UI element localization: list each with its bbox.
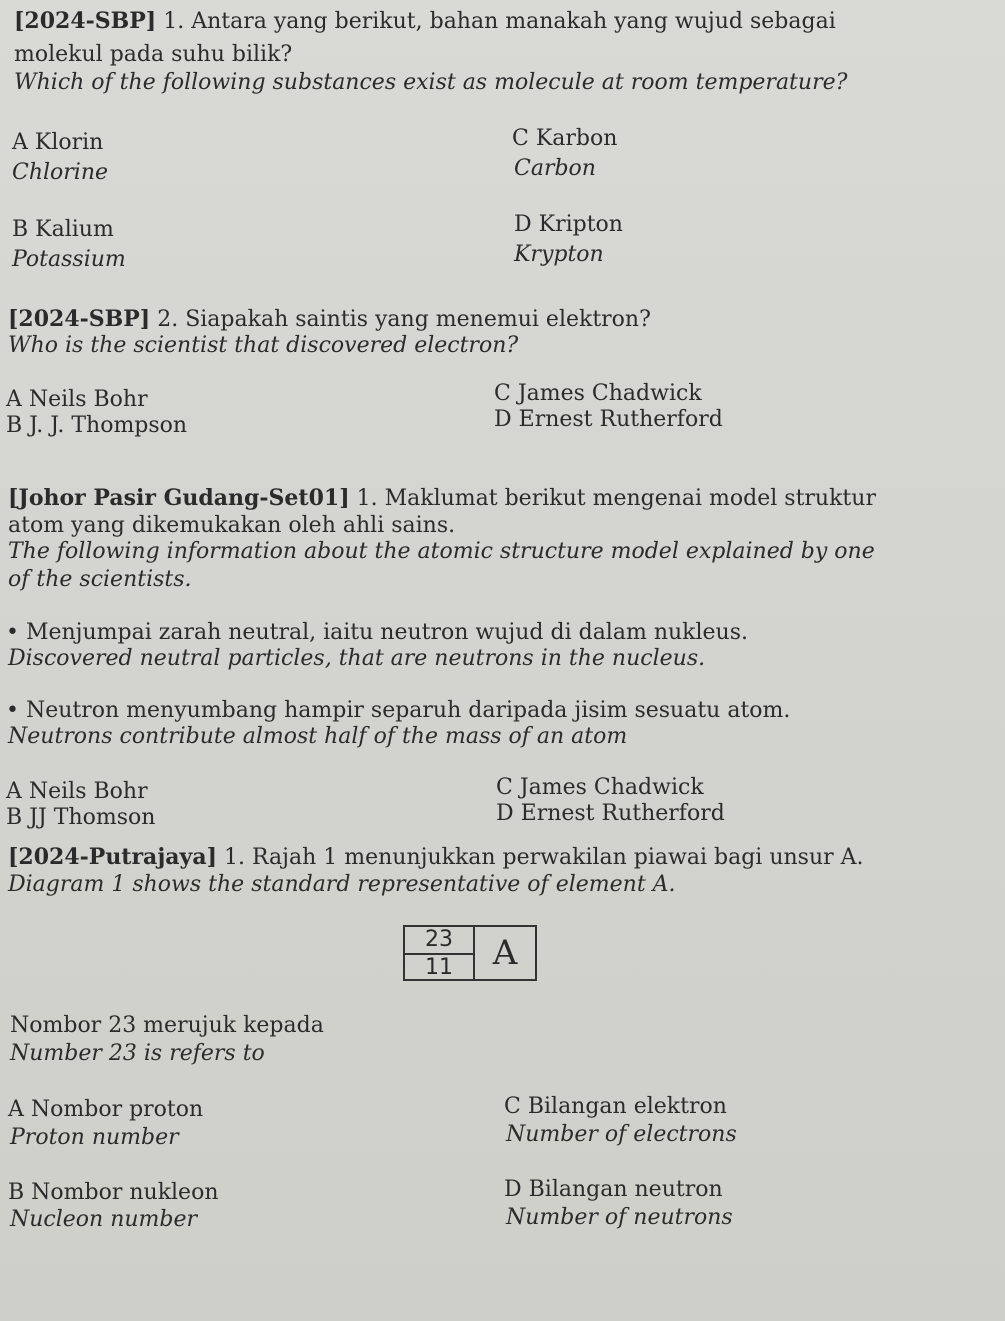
q3-bullet-2-en: Neutrons contribute almost half of the mass of an atom bbox=[8, 724, 628, 749]
q1-option-b-en: Potassium bbox=[12, 247, 126, 272]
q1-option-a-en: Chlorine bbox=[12, 160, 109, 185]
q3-line2: atom yang dikemukakan oleh ahli sains. bbox=[8, 513, 456, 538]
element-symbol: A bbox=[492, 933, 518, 973]
q3-english-1: The following information about the atomic structure model explained by one bbox=[8, 539, 875, 564]
q3-tag: [Johor Pasir Gudang-Set01] bbox=[8, 485, 350, 511]
q3-option-b: B JJ Thomson bbox=[6, 805, 156, 830]
q4-line1 bbox=[8, 844, 864, 871]
q1-option-c-en: Carbon bbox=[514, 156, 596, 181]
element-notation-box bbox=[403, 925, 537, 981]
q1-option-a: A Klorin bbox=[12, 130, 104, 155]
q1-tag: [2024-SBP] bbox=[14, 8, 157, 34]
q3-option-d: D Ernest Rutherford bbox=[496, 801, 725, 826]
q4-option-d: D Bilangan neutron bbox=[504, 1177, 723, 1202]
q4-english: Diagram 1 shows the standard representative of element A. bbox=[8, 872, 676, 897]
q4-option-c-en: Number of electrons bbox=[506, 1122, 737, 1147]
q2-tag: [2024-SBP] bbox=[8, 306, 151, 332]
q1-english: Which of the following substances exist as molecule at room temperature? bbox=[14, 70, 848, 95]
q2-option-c: C James Chadwick bbox=[494, 381, 702, 406]
q1-line1 bbox=[14, 8, 836, 35]
q2-english: Who is the scientist that discovered electron? bbox=[8, 333, 519, 358]
q3-option-c: C James Chadwick bbox=[496, 775, 704, 800]
q2-line1 bbox=[8, 306, 651, 333]
q1-option-d: D Kripton bbox=[514, 212, 623, 237]
q1-line2: molekul pada suhu bilik? bbox=[14, 42, 293, 67]
q1-option-c: C Karbon bbox=[512, 126, 618, 151]
proton-number: 11 bbox=[425, 955, 453, 980]
q3-english-2: of the scientists. bbox=[8, 567, 192, 592]
q4-option-a-en: Proton number bbox=[10, 1125, 179, 1150]
q4-prompt: Nombor 23 merujuk kepada bbox=[10, 1013, 324, 1038]
q4-prompt-en: Number 23 is refers to bbox=[10, 1041, 265, 1066]
q2-option-b: B J. J. Thompson bbox=[6, 413, 188, 438]
q4-option-b: B Nombor nukleon bbox=[8, 1180, 219, 1205]
q4-tag: [2024-Putrajaya] bbox=[8, 844, 217, 870]
q1-text: 1. Antara yang berikut, bahan manakah yang wujud sebagai bbox=[156, 9, 836, 34]
q3-line1 bbox=[8, 485, 876, 512]
mass-number: 23 bbox=[405, 927, 473, 955]
q1-option-b: B Kalium bbox=[12, 217, 114, 242]
element-numbers bbox=[405, 927, 475, 979]
q2-option-a: A Neils Bohr bbox=[6, 387, 148, 412]
q3-text: 1. Maklumat berikut mengenai model struktur bbox=[349, 486, 876, 511]
q4-option-a: A Nombor proton bbox=[8, 1097, 204, 1122]
q4-option-c: C Bilangan elektron bbox=[504, 1094, 727, 1119]
q3-bullet-2: • Neutron menyumbang hampir separuh daripada jisim sesuatu atom. bbox=[6, 698, 791, 723]
q4-option-d-en: Number of neutrons bbox=[506, 1205, 733, 1230]
q4-option-b-en: Nucleon number bbox=[10, 1207, 198, 1232]
q4-text: 1. Rajah 1 menunjukkan perwakilan piawai bagi unsur A. bbox=[216, 845, 864, 870]
q3-bullet-1-en: Discovered neutral particles, that are neutrons in the nucleus. bbox=[8, 646, 706, 671]
q1-option-d-en: Krypton bbox=[514, 242, 604, 267]
q3-option-a: A Neils Bohr bbox=[6, 779, 148, 804]
q3-bullet-1: • Menjumpai zarah neutral, iaitu neutron wujud di dalam nukleus. bbox=[6, 620, 748, 645]
q2-option-d: D Ernest Rutherford bbox=[494, 407, 723, 432]
q2-text: 2. Siapakah saintis yang menemui elektron? bbox=[150, 307, 651, 332]
